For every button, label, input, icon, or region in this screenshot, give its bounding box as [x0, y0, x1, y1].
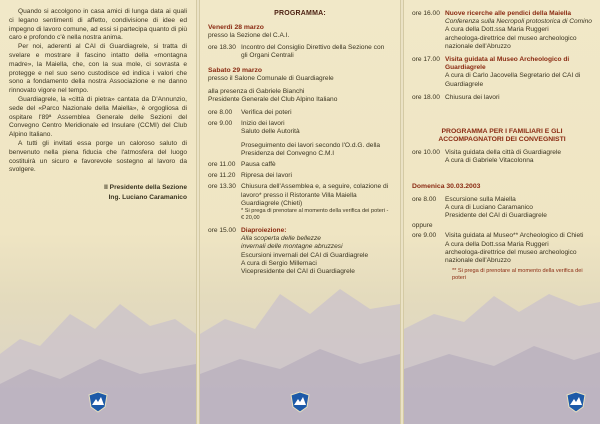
day1-heading: Venerdì 28 marzo — [208, 24, 264, 31]
item-time: ore 18.00 — [412, 93, 440, 101]
list-item — [208, 172, 392, 180]
item-desc: Proseguimento dei lavori secondo l'O.d.G. della Presidenza del Convegno C.M.I — [241, 141, 381, 157]
item-time — [208, 142, 241, 158]
welcome-paragraph-1: Quando si accolgono in casa amici di lunga data ai quali ci legano sentimenti di affetto, condivisione di idee ed impegno di lavoro comune, ad essi si partecipa quanto di più caro e profondo c'è nella nostra anima. — [9, 8, 187, 42]
oppure-label: oppure — [412, 222, 433, 230]
list-item — [208, 142, 392, 158]
item-desc: Chiusura dei lavori — [445, 93, 500, 101]
list-item — [208, 44, 392, 60]
cai-emblem-icon — [88, 391, 108, 413]
panel-programme-continued — [404, 0, 600, 424]
item-time: ore 16.00 — [412, 10, 440, 17]
item-desc: Escursione sulla Maiella — [445, 195, 516, 203]
list-item — [412, 56, 592, 89]
reservation-note: ** Si prega di prenotare al momento della verifica dei poteri — [452, 268, 583, 282]
item-title: Diaproiezione: — [241, 227, 287, 235]
list-item — [208, 161, 392, 169]
item-curator-role: archeologa-direttrice del museo archeologico nazionale dell'Abruzzo — [445, 34, 577, 50]
item-curator: A cura di Sergio Millemaci — [241, 259, 317, 267]
list-item — [208, 227, 392, 276]
item-time: ore 11.00 — [208, 161, 236, 169]
cai-emblem-icon — [290, 391, 310, 413]
item-curator: A cura di Carlo Jacovella Segretario del CAI di Guardiagrele — [445, 72, 581, 88]
list-item — [412, 10, 592, 51]
day1-venue: presso la Sezione del C.A.I. — [208, 32, 290, 40]
item-time: ore 11.20 — [208, 172, 236, 180]
item-time: ore 18.30 — [208, 43, 236, 51]
item-time: ore 9.00 — [208, 120, 233, 128]
item-desc: Verifica dei poteri — [241, 109, 292, 117]
presence-role: Presidente Generale del Club Alpino Italiano — [208, 95, 338, 103]
list-item — [412, 94, 592, 102]
item-subtitle-1: Alla scoperta delle bellezze — [241, 235, 321, 243]
item-time: ore 13.30 — [208, 183, 236, 191]
day2-heading: Sabato 29 marzo — [208, 67, 263, 75]
item-desc: Incontro del Consiglio Direttivo della Sezione con gli Organi Centrali — [241, 43, 385, 59]
family-heading-2: ACCOMPAGNATORI DEI CONVEGNISTI — [438, 136, 566, 144]
item-curator: A cura della Dott.ssa Maria Ruggeri — [445, 26, 549, 34]
list-item — [208, 183, 392, 208]
item-desc: Inizio dei lavori — [241, 120, 285, 128]
item-curator-role: Presidente del CAI di Guardiagrele — [445, 212, 547, 220]
item-time: ore 8.00 — [412, 195, 437, 203]
item-curator: A cura di Luciano Caramanico — [445, 203, 533, 211]
panel-programme — [200, 0, 400, 424]
list-item — [412, 232, 592, 265]
item-desc: Visita guidata al Museo** Archeologico di Chieti — [445, 232, 584, 240]
programme-text — [200, 0, 400, 424]
item-desc: Chiusura dell'Assemblea e, a seguire, colazione di lavoro* presso il Ristorante Villa Maiella Guardiagrele (Chieti) — [241, 183, 389, 207]
list-item — [412, 196, 592, 221]
list-item — [208, 109, 392, 117]
welcome-paragraph-3: Guardiagrele, la «città di pietra» cantata da D'Annunzio, sede del «Parco Nazionale della Maiella», è orgogliosa di ospitare l'89ª Assemblea Generale delle Sezioni del Convegno Centro Meridionale ed Insulare (CCMI) del Club Alpino Italiano. — [9, 95, 187, 139]
item-note: * Si prega di prenotare al momento della verifica dei poteri - € 20,00 — [241, 208, 389, 222]
item-subtitle: Conferenza sulla Necropoli protostorica di Comino — [445, 18, 592, 26]
item-subtitle-2: invernali delle montagne abruzzesi — [241, 243, 343, 251]
item-curator: A cura di Gabriele Vitacolonna — [445, 157, 534, 165]
item-desc-2: Saluto delle Autorità — [241, 128, 300, 136]
cai-emblem-icon — [566, 391, 586, 413]
item-desc: Escursioni invernali del CAI di Guardiagrele — [241, 251, 369, 259]
item-time: ore 10.00 — [412, 148, 440, 156]
sunday-heading: Domenica 30.03.2003 — [412, 183, 481, 191]
item-desc: Visita guidata della città di Guardiagrele — [445, 148, 562, 156]
programme-title: PROGRAMMA: — [274, 10, 326, 17]
welcome-paragraph-2: Per noi, aderenti al CAI di Guardiagrele, si tratta di svelare e mostrare il fascino intatto della «montagna madre», la Maiella, che, con la sua mole, ci sovrasta e protegge e nel suo seno custodisce ed indica i valori che sono a fondamento della nostra Associazione e ne danno rinnovato vigore nel tempo. — [9, 43, 187, 95]
item-time: ore 17.00 — [412, 56, 440, 64]
day2-venue: presso il Salone Comunale di Guardiagrele — [208, 75, 334, 83]
welcome-paragraph-4: A tutti gli invitati essa porge un caloroso saluto di benvenuto nella piena fiducia che l'atmosfera del luogo costituirà un sicuro e favorevole sostegno al lavoro da svolgere. — [9, 139, 187, 174]
family-heading-1: PROGRAMMA PER I FAMILIARI E GLI — [441, 128, 563, 136]
item-curator-role: Vicepresidente del CAI di Guardiagrele — [241, 268, 355, 276]
item-time: ore 15.00 — [208, 227, 236, 235]
item-desc: Pausa caffè — [241, 161, 276, 169]
welcome-text — [0, 0, 196, 424]
item-curator-role: archeologa-direttrice del museo archeologico nazionale dell'Abruzzo — [445, 248, 577, 265]
list-item — [412, 149, 592, 165]
list-item-note — [208, 208, 392, 222]
item-time: ore 8.00 — [208, 109, 233, 117]
item-title: Nuove ricerche alle pendici della Maiella — [445, 10, 572, 17]
item-time: ore 9.00 — [412, 232, 437, 240]
panel-welcome — [0, 0, 196, 424]
item-desc: Ripresa dei lavori — [241, 172, 292, 180]
programme-continued-text — [404, 0, 600, 424]
signature-role: Il Presidente della Sezione — [104, 184, 187, 192]
item-title: Visita guidata al Museo Archeologico di Guardiagrele — [445, 56, 570, 72]
item-curator: A cura della Dott.ssa Maria Ruggeri — [445, 240, 549, 248]
list-item — [208, 120, 392, 136]
signature-name: Ing. Luciano Caramanico — [108, 194, 187, 202]
presence-line: alla presenza di Gabriele Bianchi — [208, 87, 305, 95]
